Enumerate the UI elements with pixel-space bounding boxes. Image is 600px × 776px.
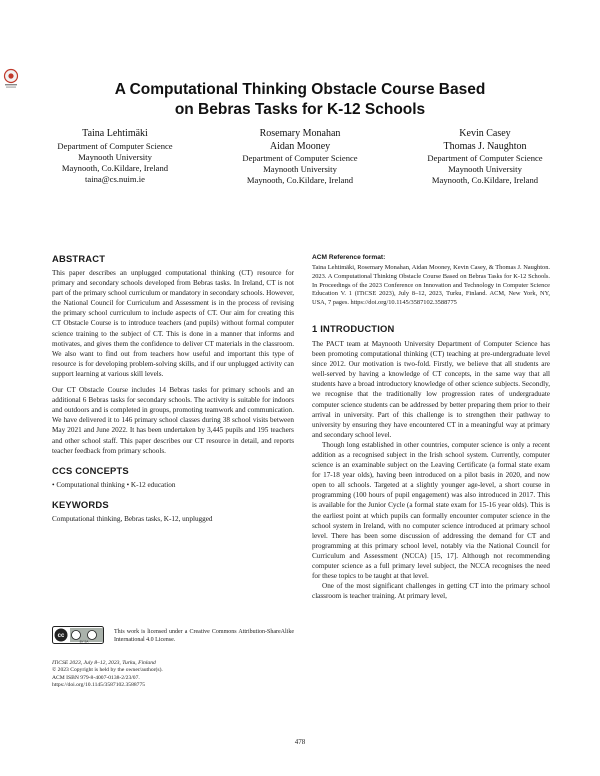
- introduction-paragraph-3: One of the most significant challenges in getting CT into the primary school classroom is teacher training. At primary level,: [312, 582, 550, 601]
- author-column-2: [215, 128, 385, 187]
- acm-reference-heading: ACM Reference format:: [312, 254, 386, 261]
- author-university: Maynooth University: [78, 151, 152, 162]
- copyright-line: © 2023 Copyright is held by the owner/author(s).: [52, 667, 163, 674]
- author-block: [30, 128, 570, 198]
- introduction-paragraph-2: Though long established in other countries, computer science is only a recent addition as a recognised subject in the Irish school system. Currently, computer science is an examinable subject on the Leaving Certificate (a formal state exam for 17-18 year olds), having been introduced on a pilot basis in 2020, and now open to all schools. Targeted at a slightly younger age-level, a short course in programming (100 hours of pupil engagement) was also introduced in 2017. This is available for the Junior Cycle (a formal state exam for 15-16 year olds). This is the earliest point at which pupils can formally encounter computer science in the school system in Ireland, with no computer science introduced at primary school level. There has been some discussion of addressing the demand for CT and programming at this primary school level, notably via the National Council for Curriculum and Assessment (NCCA) [15, 17]. Although not recommending computer science as a full primary level subject, the NCCA recognises the need for these topics to be taught at that level.: [312, 440, 550, 581]
- cc-logo-sublabel: BY SA: [79, 639, 89, 644]
- author-name: Rosemary Monahan: [259, 128, 341, 139]
- isbn-line: ACM ISBN 979-8-4007-0138-2/23/07.: [52, 674, 140, 681]
- author-university: Maynooth University: [263, 164, 337, 175]
- abstract-paragraph-1: This paper describes an unplugged computational thinking (CT) resource for primary and secondary schools developed from Bebras tasks. In Ireland, CT is not part of the primary school curriculum or mandatory in secondary schools. However, the National Council for Curriculum and Assessment is in the process of revising the primary school curriculum to include aspects of CT. Our aim for creating this CT Obstacle Course is to introduce teachers (and pupils) without formal computer science training to the subject of CT. This is done in a manner that informs and motivates, and gives them the confidence to deliver CT materials in the classroom. We also want to find out from teachers how useful and important this type of resource is for developing problem-solving skills, and if our unplugged activity can support learning at various skill levels.: [52, 269, 294, 378]
- author-column-3: [400, 128, 570, 187]
- paper-title: [0, 80, 600, 120]
- introduction-heading: 1 INTRODUCTION: [312, 322, 395, 334]
- page-number: 478: [294, 738, 306, 746]
- author-location: Maynooth, Co.Kildare, Ireland: [61, 162, 169, 173]
- ccs-heading: CCS CONCEPTS: [52, 464, 129, 476]
- doi-link[interactable]: https://doi.org/10.1145/3587102.3588775: [52, 682, 146, 689]
- acm-reference-text: Taina Lehtimäki, Rosemary Monahan, Aidan Mooney, Kevin Casey, & Thomas J. Naughton. 2023. A Computational Thinking Obstacle Course Based on Bebras Tasks for K-12 Schools. In Proceedings of the 2023 Conference on Innovation and Technology in Computer Science Education V. 1 (ITiCSE 2023), July 8–12, 2023, Turku, Finland. ACM, New York, NY, USA, 7 pages. https://doi.org/10.1145/3587102.3588775: [312, 264, 550, 307]
- paper-title-line-2: on Bebras Tasks for K-12 Schools: [174, 101, 426, 118]
- keywords-heading: KEYWORDS: [52, 498, 109, 510]
- author-department: Department of Computer Science: [427, 153, 543, 163]
- paper-title-line-1: A Computational Thinking Obstacle Course Based: [114, 81, 486, 98]
- author-name: Kevin Casey: [459, 128, 511, 139]
- creative-commons-logo-icon: [52, 626, 104, 644]
- cc-logo-label: cc: [57, 633, 65, 640]
- abstract-heading: ABSTRACT: [52, 253, 106, 264]
- copyright-footnote: [52, 660, 294, 690]
- license-block: [52, 626, 294, 656]
- author-column-1: [30, 128, 200, 185]
- author-location: Maynooth, Co.Kildare, Ireland: [431, 175, 539, 186]
- left-column: [52, 253, 294, 524]
- license-text: This work is licensed under a Creative Commons Attribution-ShareAlike International 4.0 License.: [114, 629, 294, 643]
- conference-line: ITiCSE 2023, July 8–12, 2023, Turku, Finland: [52, 660, 156, 666]
- author-name: Thomas J. Naughton: [443, 140, 527, 152]
- author-location: Maynooth, Co.Kildare, Ireland: [246, 175, 354, 186]
- author-name: Taina Lehtimäki: [82, 128, 148, 139]
- ccs-concepts-text: • Computational thinking • K-12 education: [52, 480, 176, 489]
- author-department: Department of Computer Science: [57, 140, 173, 151]
- author-email: taina@cs.nuim.ie: [85, 174, 145, 185]
- author-department: Department of Computer Science: [242, 153, 358, 163]
- introduction-paragraph-1: The PACT team at Maynooth University Department of Computer Science has been promoting computational thinking (CT) teaching at pre-undergraduate level since 2012. Our motivation is two-fold. Firstly, we believe that all students are well-served by having a knowledge of CT concepts, in the same way that all students have a broad introductory knowledge of other science subjects. Secondly, we recognise that the traditionally low progression rates of undergraduate computer science students can be addressed by better preparing them prior to their arrival in university. Part of this challenge is to strengthen their pathway to university by ensuring they have encountered CT in a meaningful way at primary and secondary school level.: [312, 339, 550, 439]
- author-name: Aidan Mooney: [269, 140, 331, 152]
- author-university: Maynooth University: [448, 164, 522, 175]
- right-column: [312, 253, 550, 601]
- keywords-text: Computational thinking, Bebras tasks, K-12, unplugged: [52, 514, 213, 523]
- abstract-paragraph-2: Our CT Obstacle Course includes 14 Bebras tasks for primary schools and an additional 6 Bebras tasks for secondary schools. The activity is suitable for indoors and outdoors and is completed in groups, promoting teamwork and communication. We have delivered it to 146 primary school classes during 38 school visits between May 2021 and June 2022. It has been undertaken by 3,445 pupils and 195 teachers and other school staff. This paper describes our CT resource in detail, and reports teacher feedback from primary schools.: [52, 386, 294, 455]
